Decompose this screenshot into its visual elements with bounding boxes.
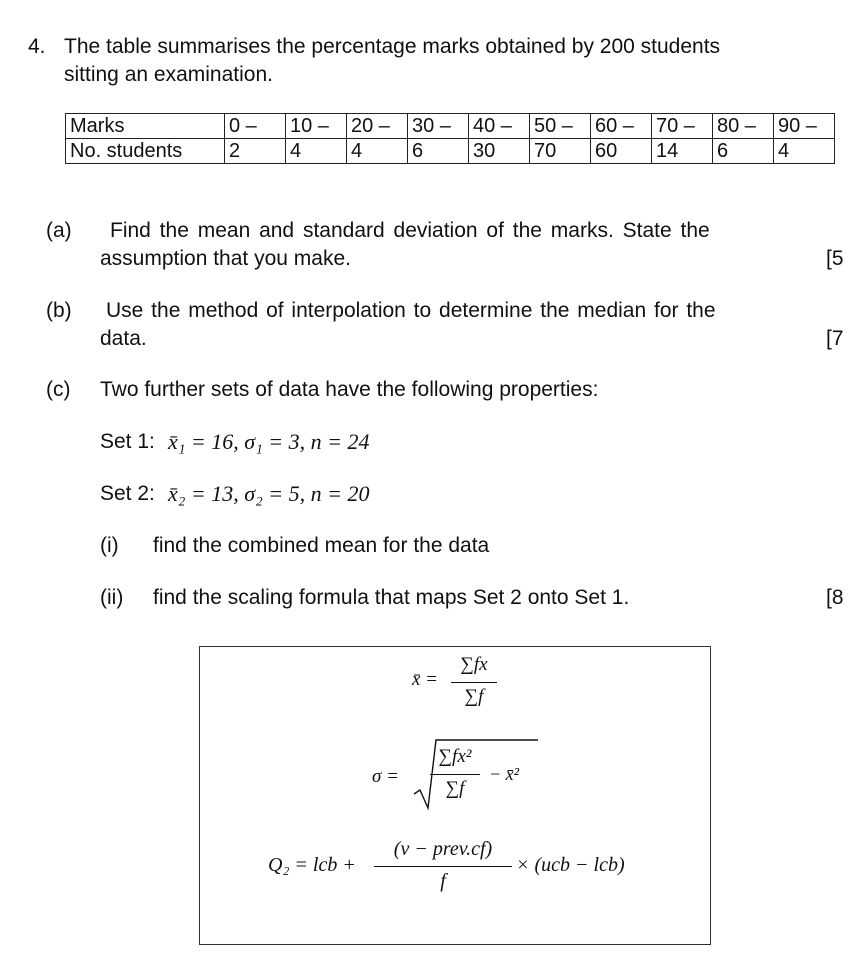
sd-lhs: σ = bbox=[372, 766, 399, 787]
part-b-line2: data. bbox=[100, 327, 147, 350]
table-cell: 10 – bbox=[286, 114, 347, 139]
median-numerator: (v − prev.cf) bbox=[393, 838, 493, 860]
table-cell: 4 bbox=[774, 139, 835, 164]
sd-tail: − x̄² bbox=[489, 764, 520, 784]
table-cell: 14 bbox=[652, 139, 713, 164]
median-fraction-bar bbox=[374, 866, 512, 867]
median-tail: × (ucb − lcb) bbox=[516, 854, 625, 876]
part-c-ii-label: (ii) bbox=[100, 586, 124, 609]
table-cell: 4 bbox=[347, 139, 408, 164]
part-a-line2: assumption that you make. bbox=[100, 247, 351, 270]
row-label-marks: Marks bbox=[66, 114, 225, 139]
table-cell: 70 bbox=[530, 139, 591, 164]
median-lhs: Q₂ = lcb + bbox=[268, 854, 356, 876]
set1-label: Set 1: bbox=[100, 430, 155, 453]
mean-numerator: ∑fx bbox=[460, 654, 488, 675]
mean-lhs: x̄ = bbox=[412, 669, 439, 690]
table-cell: 60 bbox=[591, 139, 652, 164]
table-cell: 80 – bbox=[713, 114, 774, 139]
table-cell: 40 – bbox=[469, 114, 530, 139]
part-a-label: (a) bbox=[46, 219, 72, 242]
part-b-marks: [7 bbox=[826, 327, 844, 350]
set2-math: x̄₂ = 13, σ₂ = 5, n = 20 bbox=[168, 481, 370, 506]
table-cell: 6 bbox=[713, 139, 774, 164]
mean-fraction-bar bbox=[451, 682, 497, 683]
part-c-i-label: (i) bbox=[100, 534, 119, 557]
table-cell: 70 – bbox=[652, 114, 713, 139]
part-a-line1: Find the mean and standard deviation of the marks. State the bbox=[110, 219, 710, 242]
row-label-students: No. students bbox=[66, 139, 225, 164]
question-text-line2: sitting an examination. bbox=[64, 63, 273, 86]
part-b-line1: Use the method of interpolation to determine the median for the bbox=[106, 299, 716, 322]
table-row bbox=[66, 139, 835, 164]
mean-denominator: ∑f bbox=[464, 686, 484, 707]
part-b-label: (b) bbox=[46, 299, 72, 322]
set2-label: Set 2: bbox=[100, 482, 155, 505]
table-cell: 4 bbox=[286, 139, 347, 164]
sd-fraction-bar bbox=[430, 774, 480, 775]
sd-numerator: ∑fx² bbox=[438, 746, 472, 767]
table-cell: 30 – bbox=[408, 114, 469, 139]
part-c-intro: Two further sets of data have the following properties: bbox=[100, 378, 599, 401]
part-c-ii-text: find the scaling formula that maps Set 2 onto Set 1. bbox=[153, 586, 630, 609]
part-c-label: (c) bbox=[46, 378, 71, 401]
table-cell: 2 bbox=[225, 139, 286, 164]
table-cell: 6 bbox=[408, 139, 469, 164]
table-cell: 30 bbox=[469, 139, 530, 164]
table-cell: 50 – bbox=[530, 114, 591, 139]
table-row bbox=[66, 114, 835, 139]
marks-table bbox=[65, 113, 835, 164]
sd-denominator: ∑f bbox=[445, 778, 465, 799]
question-number: 4. bbox=[28, 35, 46, 58]
table-cell: 60 – bbox=[591, 114, 652, 139]
table-cell: 90 – bbox=[774, 114, 835, 139]
question-text-line1: The table summarises the percentage marks obtained by 200 students bbox=[64, 35, 721, 58]
part-a-marks: [5 bbox=[826, 247, 844, 270]
median-denominator: f bbox=[440, 870, 446, 892]
set1-math: x̄₁ = 16, σ₁ = 3, n = 24 bbox=[168, 429, 370, 454]
table-cell: 0 – bbox=[225, 114, 286, 139]
table-cell: 20 – bbox=[347, 114, 408, 139]
part-c-i-text: find the combined mean for the data bbox=[153, 534, 490, 557]
part-c-marks: [8 bbox=[826, 586, 844, 609]
